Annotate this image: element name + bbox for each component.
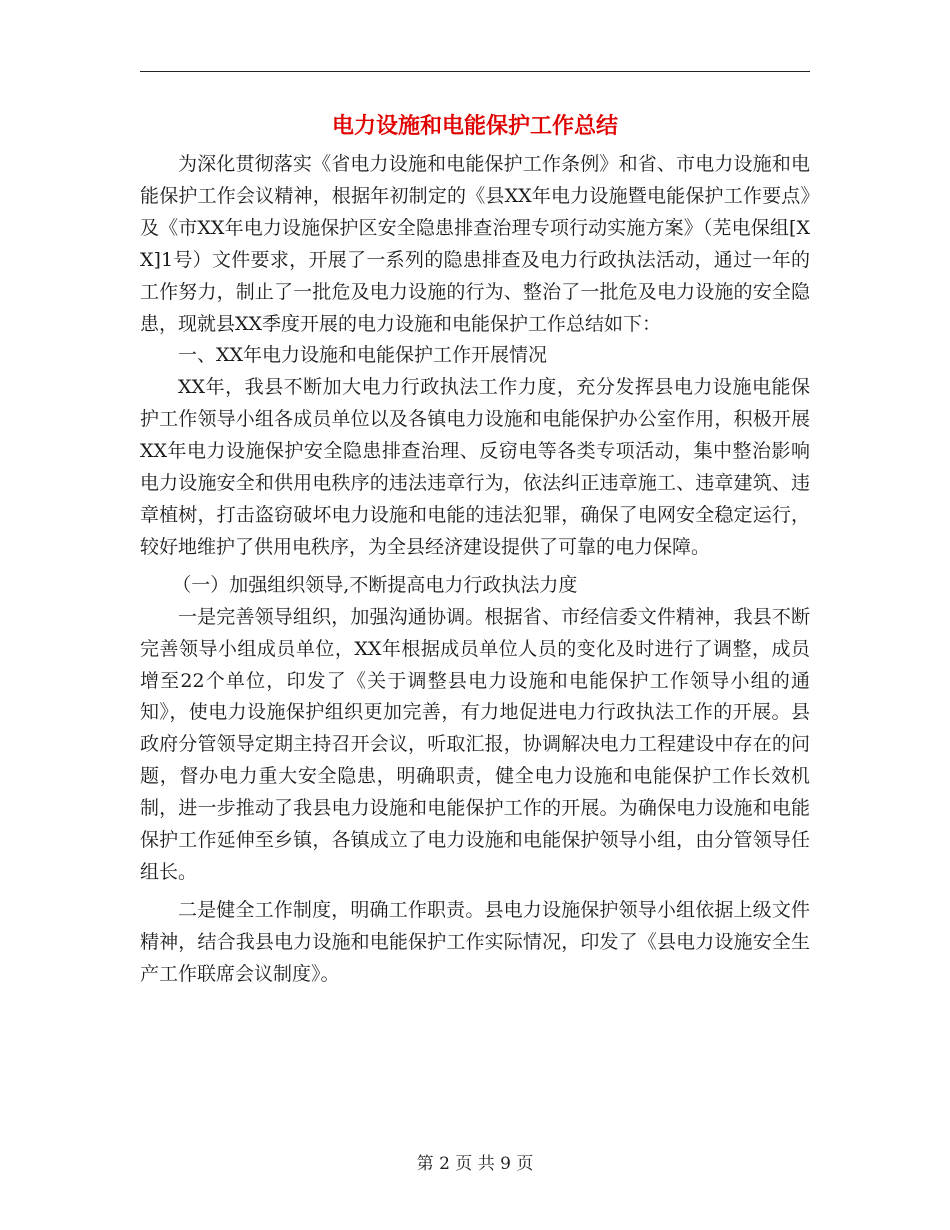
document-body: [140, 149, 810, 991]
document-title: 电力设施和电能保护工作总结: [331, 113, 618, 139]
subsection-heading-1: （一）加强组织领导,不断提高电力行政执法力度: [172, 573, 578, 596]
intro-paragraph: 为深化贯彻落实《省电力设施和电能保护工作条例》和省、市电力设施和电能保护工作会议精神，根据年初制定的《县XX年电力设施暨电能保护工作要点》及《市XX年电力设施保护区安全隐患排查治理专项行动实施方案》（芜电保组[XX]1号）文件要求，开展了一系列的隐患排查及电力行政执法活动，通过一年的工作努力，制止了一批危及电力设施的行为、整治了一批危及电力设施的安全隐患，现就县XX季度开展的电力设施和电能保护工作总结如下：: [140, 153, 810, 335]
header-rule: [140, 71, 810, 72]
subsection-1-paragraph-2: 二是健全工作制度，明确工作职责。县电力设施保护领导小组依据上级文件精神，结合我县电力设施和电能保护工作实际情况，印发了《县电力设施安全生产工作联席会议制度》。: [140, 898, 810, 985]
page-number-footer: 第 2 页 共 9 页: [416, 1154, 534, 1174]
subsection-1-paragraph-1: 一是完善领导组织，加强沟通协调。根据省、市经信委文件精神，我县不断完善领导小组成员单位，XX年根据成员单位人员的变化及时进行了调整，成员增至22个单位，印发了《关于调整县电力设施和电能保护工作领导小组的通知》，使电力设施保护组织更加完善，有力地促进电力行政执法工作的开展。县政府分管领导定期主持召开会议，听取汇报，协调解决电力工程建设中存在的问题，督办电力重大安全隐患，明确职责，健全电力设施和电能保护工作长效机制，进一步推动了我县电力设施和电能保护工作的开展。为确保电力设施和电能保护工作延伸至乡镇，各镇成立了电力设施和电能保护领导小组，由分管领导任组长。: [140, 605, 810, 883]
section-heading-1: 一、XX年电力设施和电能保护工作开展情况: [178, 344, 548, 367]
section-1-paragraph: XX年，我县不断加大电力行政执法工作力度，充分发挥县电力设施电能保护工作领导小组各成员单位以及各镇电力设施和电能保护办公室作用，积极开展XX年电力设施保护安全隐患排查治理、反窃电等各类专项活动，集中整治影响电力设施安全和供用电秩序的违法违章行为，依法纠正违章施工、违章建筑、违章植树，打击盗窃破坏电力设施和电能的违法犯罪，确保了电网安全稳定运行，较好地维护了供用电秩序，为全县经济建设提供了可靠的电力保障。: [140, 376, 810, 558]
